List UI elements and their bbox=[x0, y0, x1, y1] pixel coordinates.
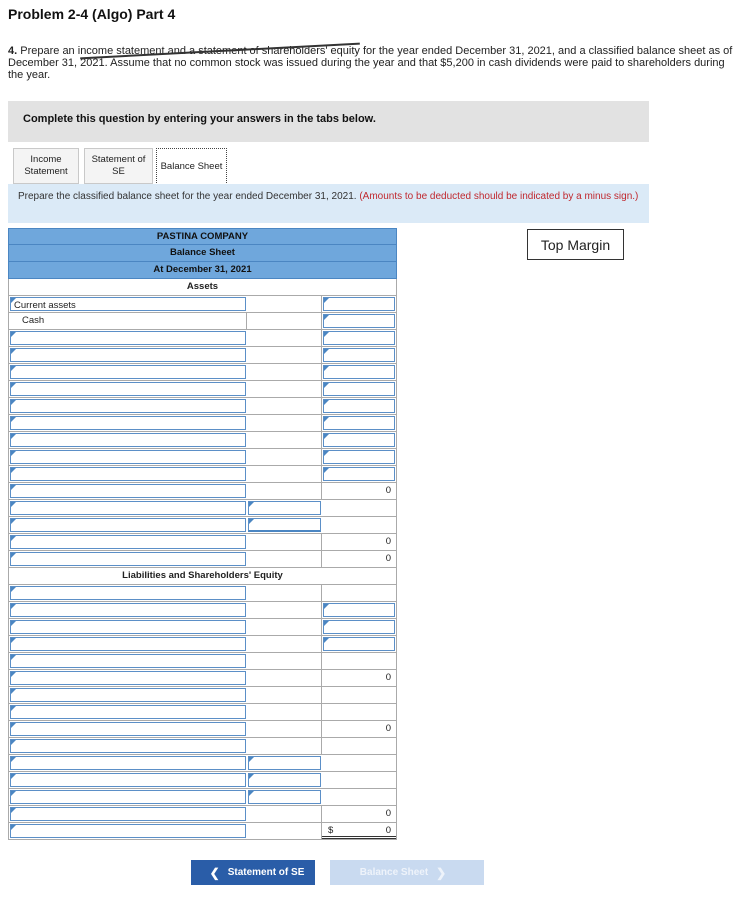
table-row bbox=[8, 500, 397, 517]
tab-label: Balance Sheet bbox=[160, 161, 223, 172]
empty-cell bbox=[247, 738, 322, 754]
instruction-box bbox=[8, 101, 649, 142]
total-value: 0 bbox=[385, 536, 391, 547]
empty-cell bbox=[322, 772, 396, 788]
account-input[interactable] bbox=[10, 739, 246, 753]
table-row bbox=[8, 551, 397, 568]
empty-cell bbox=[247, 619, 322, 635]
account-input[interactable] bbox=[10, 824, 246, 838]
total-input[interactable] bbox=[323, 365, 395, 379]
empty-cell bbox=[247, 432, 322, 448]
next-tab-label: Balance Sheet bbox=[359, 867, 429, 878]
table-row bbox=[8, 755, 397, 772]
total-input[interactable] bbox=[323, 382, 395, 396]
account-input[interactable] bbox=[10, 756, 246, 770]
total-input[interactable] bbox=[323, 314, 395, 328]
account-input[interactable] bbox=[10, 348, 246, 362]
table-row bbox=[8, 619, 397, 636]
table-row bbox=[8, 330, 397, 347]
account-input[interactable] bbox=[10, 722, 246, 736]
amount-input[interactable] bbox=[248, 756, 321, 770]
total-input[interactable] bbox=[323, 433, 395, 447]
account-input[interactable] bbox=[10, 807, 246, 821]
empty-cell bbox=[322, 653, 396, 669]
computed-total bbox=[322, 551, 396, 567]
table-row bbox=[8, 704, 397, 721]
empty-cell bbox=[247, 398, 322, 414]
total-input[interactable] bbox=[323, 637, 395, 651]
empty-cell bbox=[322, 755, 396, 771]
empty-cell bbox=[247, 364, 322, 380]
empty-cell bbox=[247, 806, 322, 822]
table-row bbox=[8, 738, 397, 755]
table-row bbox=[8, 347, 397, 364]
table-row bbox=[8, 296, 397, 313]
computed-total bbox=[322, 483, 396, 499]
empty-cell bbox=[247, 381, 322, 397]
assets-header: Assets bbox=[8, 279, 397, 296]
total-input[interactable] bbox=[323, 348, 395, 362]
amount-input[interactable] bbox=[248, 518, 321, 532]
problem-text-struck: ncome statement and a statement of shareholders' equity bbox=[80, 45, 360, 57]
account-input[interactable] bbox=[10, 552, 246, 566]
account-input[interactable] bbox=[10, 773, 246, 787]
account-input[interactable] bbox=[10, 450, 246, 464]
table-row bbox=[8, 636, 397, 653]
account-input[interactable] bbox=[10, 501, 246, 515]
next-tab-button[interactable] bbox=[330, 860, 484, 885]
question-prompt bbox=[8, 184, 649, 223]
empty-cell bbox=[322, 704, 396, 720]
computed-total bbox=[322, 806, 396, 822]
amount-input[interactable] bbox=[248, 773, 321, 787]
table-row bbox=[8, 653, 397, 670]
table-row bbox=[8, 534, 397, 551]
total-value: 0 bbox=[385, 825, 391, 836]
problem-text bbox=[8, 45, 738, 81]
balance-sheet-table bbox=[8, 228, 397, 840]
account-input[interactable] bbox=[10, 790, 246, 804]
top-margin-button[interactable]: Top Margin bbox=[527, 229, 624, 260]
empty-cell bbox=[322, 585, 396, 601]
table-row bbox=[8, 772, 397, 789]
total-input[interactable] bbox=[323, 620, 395, 634]
account-input[interactable] bbox=[10, 331, 246, 345]
empty-cell bbox=[247, 585, 322, 601]
total-value: 0 bbox=[385, 485, 391, 496]
table-row bbox=[8, 313, 397, 330]
statement-date: At December 31, 2021 bbox=[8, 262, 397, 279]
account-input[interactable] bbox=[10, 365, 246, 379]
computed-total bbox=[322, 534, 396, 550]
computed-total bbox=[322, 670, 396, 686]
empty-cell bbox=[247, 636, 322, 652]
account-input[interactable] bbox=[10, 535, 246, 549]
tab-label: Income Statement bbox=[24, 154, 68, 177]
total-input[interactable] bbox=[323, 331, 395, 345]
amount-input[interactable] bbox=[248, 790, 321, 804]
company-name: PASTINA COMPANY bbox=[8, 228, 397, 245]
total-value: 0 bbox=[385, 808, 391, 819]
empty-cell bbox=[247, 415, 322, 431]
prompt-text: Prepare the classified balance sheet for the year ended December 31, 2021. bbox=[18, 191, 357, 202]
chevron-left-icon: ❮ bbox=[209, 865, 220, 880]
table-row bbox=[8, 381, 397, 398]
table-row bbox=[8, 398, 397, 415]
empty-cell bbox=[322, 500, 396, 516]
account-input[interactable] bbox=[10, 518, 246, 532]
prompt-note: (Amounts to be deducted should be indicated by a minus sign.) bbox=[359, 191, 639, 202]
empty-cell bbox=[322, 789, 396, 805]
table-row bbox=[8, 670, 397, 687]
account-input[interactable] bbox=[10, 705, 246, 719]
problem-text-b: for the year ended December 31, 2021, and a classified balance sheet as of December 31, 2021. Assume that no common stock was issued during the year and that $5,200 in cash dividends were paid to shareholders during the year. bbox=[8, 45, 733, 81]
empty-cell bbox=[247, 347, 322, 363]
empty-cell bbox=[247, 602, 322, 618]
table-row bbox=[8, 364, 397, 381]
account-input[interactable] bbox=[10, 416, 246, 430]
empty-cell bbox=[247, 823, 322, 839]
account-input[interactable] bbox=[10, 433, 246, 447]
table-row bbox=[8, 483, 397, 500]
page-title: Problem 2-4 (Algo) Part 4 bbox=[8, 6, 176, 22]
table-row bbox=[8, 432, 397, 449]
empty-cell bbox=[247, 466, 322, 482]
instruction-text: Complete this question by entering your answers in the tabs below. bbox=[23, 113, 376, 125]
table-row bbox=[8, 687, 397, 704]
problem-text-a: Prepare an i bbox=[20, 45, 81, 57]
account-input[interactable] bbox=[10, 637, 246, 651]
table-row bbox=[8, 789, 397, 806]
account-input[interactable] bbox=[10, 484, 246, 498]
empty-cell bbox=[247, 551, 322, 567]
table-row bbox=[8, 466, 397, 483]
total-value: 0 bbox=[385, 723, 391, 734]
total-value: 0 bbox=[385, 553, 391, 564]
empty-cell bbox=[247, 653, 322, 669]
tab-income-statement[interactable] bbox=[13, 148, 79, 184]
empty-cell bbox=[247, 704, 322, 720]
account-input[interactable] bbox=[10, 688, 246, 702]
prev-tab-button[interactable] bbox=[191, 860, 315, 885]
table-row bbox=[8, 823, 397, 840]
computed-total bbox=[322, 823, 396, 839]
account-input[interactable] bbox=[10, 603, 246, 617]
current-assets-label: Current assets bbox=[10, 297, 246, 311]
empty-cell bbox=[322, 738, 396, 754]
account-input[interactable] bbox=[10, 620, 246, 634]
empty-cell bbox=[322, 687, 396, 703]
table-row bbox=[8, 806, 397, 823]
table-row bbox=[8, 449, 397, 466]
empty-cell bbox=[247, 449, 322, 465]
table-row bbox=[8, 585, 397, 602]
account-input[interactable] bbox=[10, 382, 246, 396]
tab-statement-of-se[interactable] bbox=[84, 148, 153, 184]
empty-cell bbox=[247, 296, 322, 312]
total-value: 0 bbox=[385, 672, 391, 683]
empty-cell bbox=[247, 534, 322, 550]
tab-label: Statement of SE bbox=[91, 154, 146, 177]
empty-cell bbox=[247, 670, 322, 686]
empty-cell bbox=[247, 687, 322, 703]
total-input[interactable] bbox=[323, 416, 395, 430]
dollar-sign: $ bbox=[328, 825, 334, 836]
table-row bbox=[8, 517, 397, 534]
tab-balance-sheet[interactable] bbox=[156, 148, 227, 185]
empty-cell bbox=[322, 517, 396, 533]
chevron-right-icon: ❯ bbox=[436, 865, 447, 880]
total-input[interactable] bbox=[323, 399, 395, 413]
account-input[interactable] bbox=[10, 586, 246, 600]
table-row bbox=[8, 602, 397, 619]
computed-total bbox=[322, 721, 396, 737]
amount-input[interactable] bbox=[248, 501, 321, 515]
prev-tab-label: Statement of SE bbox=[227, 867, 305, 878]
total-input[interactable] bbox=[323, 450, 395, 464]
account-input[interactable] bbox=[10, 671, 246, 685]
empty-cell bbox=[247, 313, 322, 329]
empty-cell bbox=[247, 483, 322, 499]
account-input[interactable] bbox=[10, 399, 246, 413]
empty-cell bbox=[247, 721, 322, 737]
total-input[interactable] bbox=[323, 603, 395, 617]
table-row bbox=[8, 415, 397, 432]
statement-name: Balance Sheet bbox=[8, 245, 397, 262]
table-row bbox=[8, 721, 397, 738]
total-input[interactable] bbox=[323, 467, 395, 481]
account-input[interactable] bbox=[10, 467, 246, 481]
account-input[interactable] bbox=[10, 654, 246, 668]
empty-cell bbox=[247, 330, 322, 346]
cash-label: Cash bbox=[9, 313, 247, 329]
total-input[interactable] bbox=[323, 297, 395, 311]
liabilities-equity-header: Liabilities and Shareholders' Equity bbox=[8, 568, 397, 585]
problem-number: 4. bbox=[8, 45, 18, 57]
